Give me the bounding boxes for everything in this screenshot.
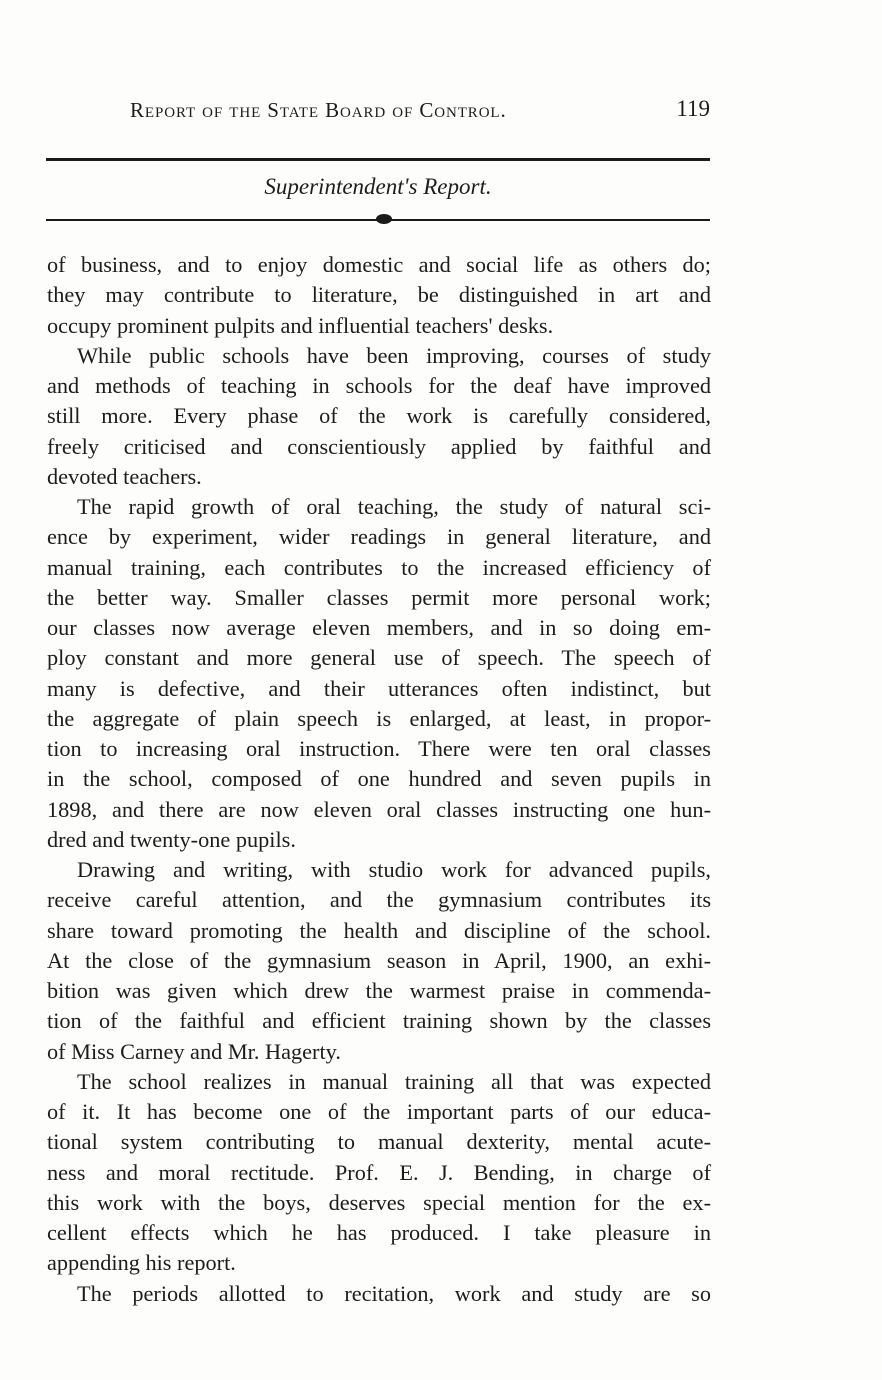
text-line: occupy prominent pulpits and influential teachers' desks. — [47, 312, 554, 338]
section-title: Superintendent's Report. — [264, 174, 492, 199]
paragraph-start: The periods allotted to recitation, work and study are so — [77, 1280, 711, 1306]
text-line: devoted teachers. — [47, 463, 202, 489]
text-line: in the school, composed of one hundred and seven pupils in — [47, 766, 711, 792]
text-line: tion to increasing oral instruction. There were ten oral classes — [47, 736, 711, 761]
text-line: dred and twenty-one pupils. — [47, 826, 296, 852]
rule-ornament — [376, 214, 392, 224]
text-line: freely criticised and conscientiously applied by faithful and — [47, 433, 711, 459]
text-line: still more. Every phase of the work is carefully considered, — [47, 403, 711, 429]
text-line: they may contribute to literature, be distinguished in art and — [47, 282, 711, 308]
header-rule — [46, 158, 710, 161]
text-line: tional system contributing to manual dexterity, mental acute- — [47, 1129, 711, 1155]
text-line: this work with the boys, deserves special mention for the ex- — [47, 1189, 711, 1215]
paragraph-start: Drawing and writing, with studio work for advanced pupils, — [77, 857, 711, 882]
text-line: tion of the faithful and efficient training shown by the classes — [47, 1008, 711, 1034]
text-line: ploy constant and more general use of speech. The speech of — [47, 645, 711, 671]
text-line: our classes now average eleven members, and in so doing em- — [47, 615, 711, 640]
text-line: of Miss Carney and Mr. Hagerty. — [47, 1038, 341, 1064]
body-text — [47, 250, 711, 1309]
text-line: At the close of the gymnasium season in April, 1900, an exhi- — [47, 947, 711, 973]
text-line: ence by experiment, wider readings in general literature, and — [47, 524, 711, 550]
text-line: the aggregate of plain speech is enlarged, at least, in propor- — [47, 705, 711, 731]
running-title: Report of the State Board of Control. — [130, 98, 507, 122]
text-line: appending his report. — [47, 1250, 236, 1276]
paragraph-start: While public schools have been improving, courses of study — [77, 342, 711, 368]
page-number: 119 — [676, 96, 710, 121]
text-line: many is defective, and their utterances often indistinct, but — [47, 675, 711, 701]
text-line: cellent effects which he has produced. I take pleasure in — [47, 1220, 711, 1245]
text-line: receive careful attention, and the gymnasium contributes its — [47, 887, 711, 913]
text-line: of it. It has become one of the important parts of our educa- — [47, 1099, 711, 1124]
text-line: and methods of teaching in schools for the deaf have improved — [47, 373, 711, 398]
text-line: manual training, each contributes to the increased efficiency of — [47, 554, 711, 580]
text-line: 1898, and there are now eleven oral classes instructing one hun- — [47, 796, 711, 822]
paragraph-start: The school realizes in manual training all that was expected — [77, 1068, 711, 1094]
text-line: share toward promoting the health and discipline of the school. — [47, 917, 711, 943]
running-head — [46, 98, 710, 130]
paragraph-start: The rapid growth of oral teaching, the study of natural sci- — [77, 494, 711, 519]
text-line: bition was given which drew the warmest praise in commenda- — [47, 978, 711, 1003]
text-line: of business, and to enjoy domestic and social life as others do; — [47, 252, 711, 277]
text-line: the better way. Smaller classes permit more personal work; — [47, 584, 711, 610]
text-line: ness and moral rectitude. Prof. E. J. Bending, in charge of — [47, 1159, 711, 1185]
